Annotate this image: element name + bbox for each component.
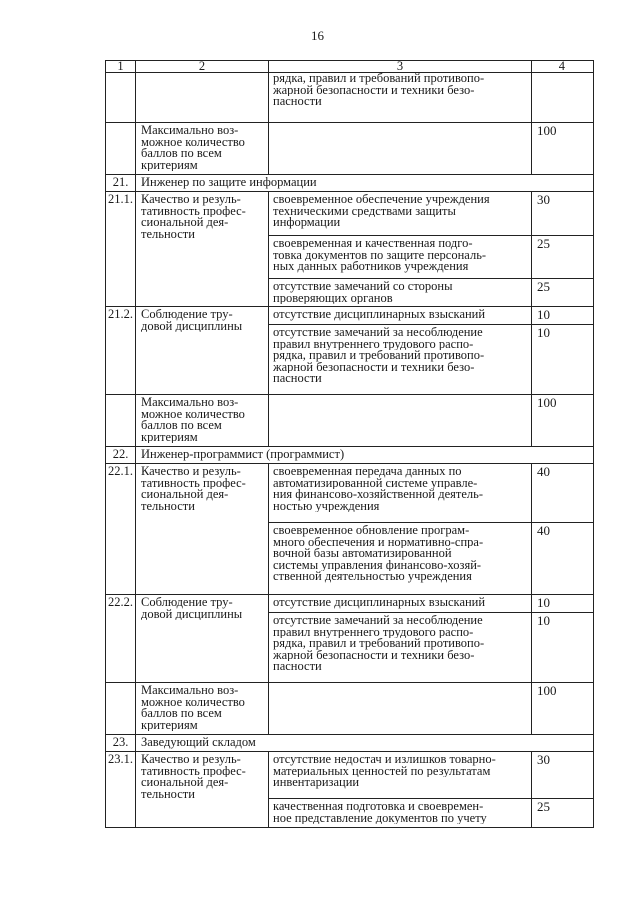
criterion-row	[106, 192, 594, 236]
indicator-text: автоматизированной системе управле-	[273, 477, 478, 489]
indicator-text: своевременное обеспечение учреждения	[273, 194, 490, 206]
criterion-number: 22.1.	[106, 464, 136, 595]
indicator-cell	[269, 123, 532, 175]
criterion-text: сиональной дея-	[141, 217, 229, 229]
criterion-text: Качество и резуль-	[141, 754, 241, 766]
section-number: 23.	[106, 735, 136, 752]
criterion-text: Максимально воз-	[141, 125, 239, 137]
indicator-text: ных данных работников учреждения	[273, 261, 469, 273]
criterion-number: 21.2.	[106, 307, 136, 395]
indicator-text: много обеспечения и нормативно-спра-	[273, 536, 484, 548]
section-row	[106, 735, 594, 752]
indicator-text: своевременное обновление програм-	[273, 525, 470, 537]
indicator-cell	[269, 683, 532, 735]
criterion-number	[106, 395, 136, 447]
indicator-text: отсутствие недостач и излишков товарно-	[273, 754, 496, 766]
max-score-row	[106, 395, 594, 447]
indicator-cell	[269, 752, 532, 799]
section-number: 22.	[106, 447, 136, 464]
criterion-row	[106, 595, 594, 613]
points-cell: 10	[532, 613, 594, 683]
criterion-text: Максимально воз-	[141, 397, 239, 409]
criterion-text: довой дисциплины	[141, 608, 243, 620]
indicator-text: ное представление документов по учету	[273, 812, 487, 824]
max-score-row	[106, 683, 594, 735]
header-cell: 3	[269, 61, 532, 73]
indicator-cell	[269, 464, 532, 523]
criterion-text: критериям	[141, 719, 198, 731]
criterion-text: можное количество	[141, 696, 245, 708]
criterion-row	[106, 752, 594, 799]
section-title: Инженер-программист (программист)	[136, 447, 594, 464]
points-cell: 30	[532, 752, 594, 799]
criterion-number: 23.1.	[106, 752, 136, 828]
indicator-text: правил внутреннего трудового распо-	[273, 626, 474, 638]
criterion-text: баллов по всем	[141, 420, 222, 432]
indicator-text: отсутствие замечаний за несоблюдение	[273, 615, 483, 627]
indicator-text: системы управления финансово-хозяй-	[273, 559, 482, 571]
indicator-cell	[269, 73, 532, 123]
indicator-text: отсутствие замечаний за несоблюдение	[273, 327, 483, 339]
criterion-cell	[136, 595, 269, 683]
criterion-row	[106, 464, 594, 523]
indicator-text: ностью учреждения	[273, 500, 380, 512]
points-cell: 10	[532, 595, 594, 613]
criterion-number: 21.1.	[106, 192, 136, 307]
criterion-cell	[136, 307, 269, 395]
table-header-row	[106, 61, 594, 73]
section-title: Инженер по защите информации	[136, 175, 594, 192]
indicator-text: отсутствие дисциплинарных взысканий	[273, 309, 486, 321]
max-score-label	[136, 123, 269, 175]
header-cell: 1	[106, 61, 136, 73]
indicator-text: ния финансово-хозяйственной деятель-	[273, 489, 483, 501]
criteria-table	[105, 60, 594, 828]
indicator-cell	[269, 307, 532, 325]
criterion-text: можное количество	[141, 136, 245, 148]
section-row	[106, 447, 594, 464]
points-cell: 25	[532, 799, 594, 828]
section-number: 21.	[106, 175, 136, 192]
max-score-label	[136, 683, 269, 735]
criterion-text: Качество и резуль-	[141, 466, 241, 478]
criterion-text: баллов по всем	[141, 148, 222, 160]
points-cell: 100	[532, 395, 594, 447]
criterion-text: тативность профес-	[141, 205, 246, 217]
indicator-cell	[269, 595, 532, 613]
section-row	[106, 175, 594, 192]
criterion-cell	[136, 752, 269, 828]
points-cell: 40	[532, 464, 594, 523]
criterion-text: Соблюдение тру-	[141, 309, 233, 321]
criterion-row	[106, 307, 594, 325]
criterion-text: баллов по всем	[141, 708, 222, 720]
points-cell: 25	[532, 236, 594, 279]
criterion-text: тельности	[141, 228, 195, 240]
indicator-cell	[269, 395, 532, 447]
criterion-text: можное количество	[141, 408, 245, 420]
indicator-text: жарной безопасности и техники безо-	[273, 84, 475, 96]
points-cell: 10	[532, 325, 594, 395]
criterion-text: сиональной дея-	[141, 777, 229, 789]
indicator-cell	[269, 325, 532, 395]
indicator-text: правил внутреннего трудового распо-	[273, 338, 474, 350]
continuation-row	[106, 73, 594, 123]
indicator-cell	[269, 192, 532, 236]
indicator-cell	[269, 279, 532, 307]
points-cell: 25	[532, 279, 594, 307]
criterion-text: тельности	[141, 788, 195, 800]
indicator-text: пасности	[273, 661, 322, 673]
indicator-text: пасности	[273, 96, 322, 108]
points-cell: 40	[532, 523, 594, 595]
indicator-text: рядка, правил и требований противопо-	[273, 73, 485, 85]
criterion-text: Соблюдение тру-	[141, 597, 233, 609]
criterion-number	[106, 123, 136, 175]
header-cell: 4	[532, 61, 594, 73]
indicator-cell	[269, 799, 532, 828]
criterion-cell	[136, 464, 269, 595]
indicator-text: рядка, правил и требований противопо-	[273, 638, 485, 650]
indicator-text: качественная подготовка и своевремен-	[273, 801, 484, 813]
criterion-text: Качество и резуль-	[141, 194, 241, 206]
indicator-text: пасности	[273, 373, 322, 385]
criterion-number	[106, 683, 136, 735]
indicator-text: отсутствие дисциплинарных взысканий	[273, 597, 486, 609]
points-cell: 30	[532, 192, 594, 236]
points-cell: 10	[532, 307, 594, 325]
criterion-cell	[136, 192, 269, 307]
indicator-cell	[269, 236, 532, 279]
indicator-text: инвентаризации	[273, 777, 360, 789]
criterion-text: тативность профес-	[141, 477, 246, 489]
indicator-text: товка документов по защите персональ-	[273, 249, 487, 261]
criterion-text: тельности	[141, 500, 195, 512]
indicator-text: проверяющих органов	[273, 292, 393, 304]
criterion-text: Максимально воз-	[141, 685, 239, 697]
criterion-text: критериям	[141, 159, 198, 171]
indicator-cell	[269, 523, 532, 595]
criterion-number: 22.2.	[106, 595, 136, 683]
indicator-text: своевременная и качественная подго-	[273, 238, 473, 250]
indicator-text: своевременная передача данных по	[273, 466, 462, 478]
header-cell: 2	[136, 61, 269, 73]
points-cell	[532, 73, 594, 123]
indicator-text: жарной безопасности и техники безо-	[273, 649, 475, 661]
criterion-text: тативность профес-	[141, 765, 246, 777]
max-score-row	[106, 123, 594, 175]
criterion-cell	[136, 73, 269, 123]
criterion-text: критериям	[141, 431, 198, 443]
section-title: Заведующий складом	[136, 735, 594, 752]
indicator-text: вочной базы автоматизированной	[273, 548, 452, 560]
indicator-text: техническими средствами защиты	[273, 205, 456, 217]
max-score-label	[136, 395, 269, 447]
indicator-text: ственной деятельностью учреждения	[273, 571, 472, 583]
indicator-cell	[269, 613, 532, 683]
criterion-number	[106, 73, 136, 123]
points-cell: 100	[532, 683, 594, 735]
indicator-text: материальных ценностей по результатам	[273, 765, 491, 777]
page-number: 16	[311, 28, 324, 43]
indicator-text: информации	[273, 217, 341, 229]
criterion-text: довой дисциплины	[141, 320, 243, 332]
indicator-text: рядка, правил и требований противопо-	[273, 350, 485, 362]
points-cell: 100	[532, 123, 594, 175]
criterion-text: сиональной дея-	[141, 489, 229, 501]
indicator-text: жарной безопасности и техники безо-	[273, 361, 475, 373]
indicator-text: отсутствие замечаний со стороны	[273, 281, 453, 293]
